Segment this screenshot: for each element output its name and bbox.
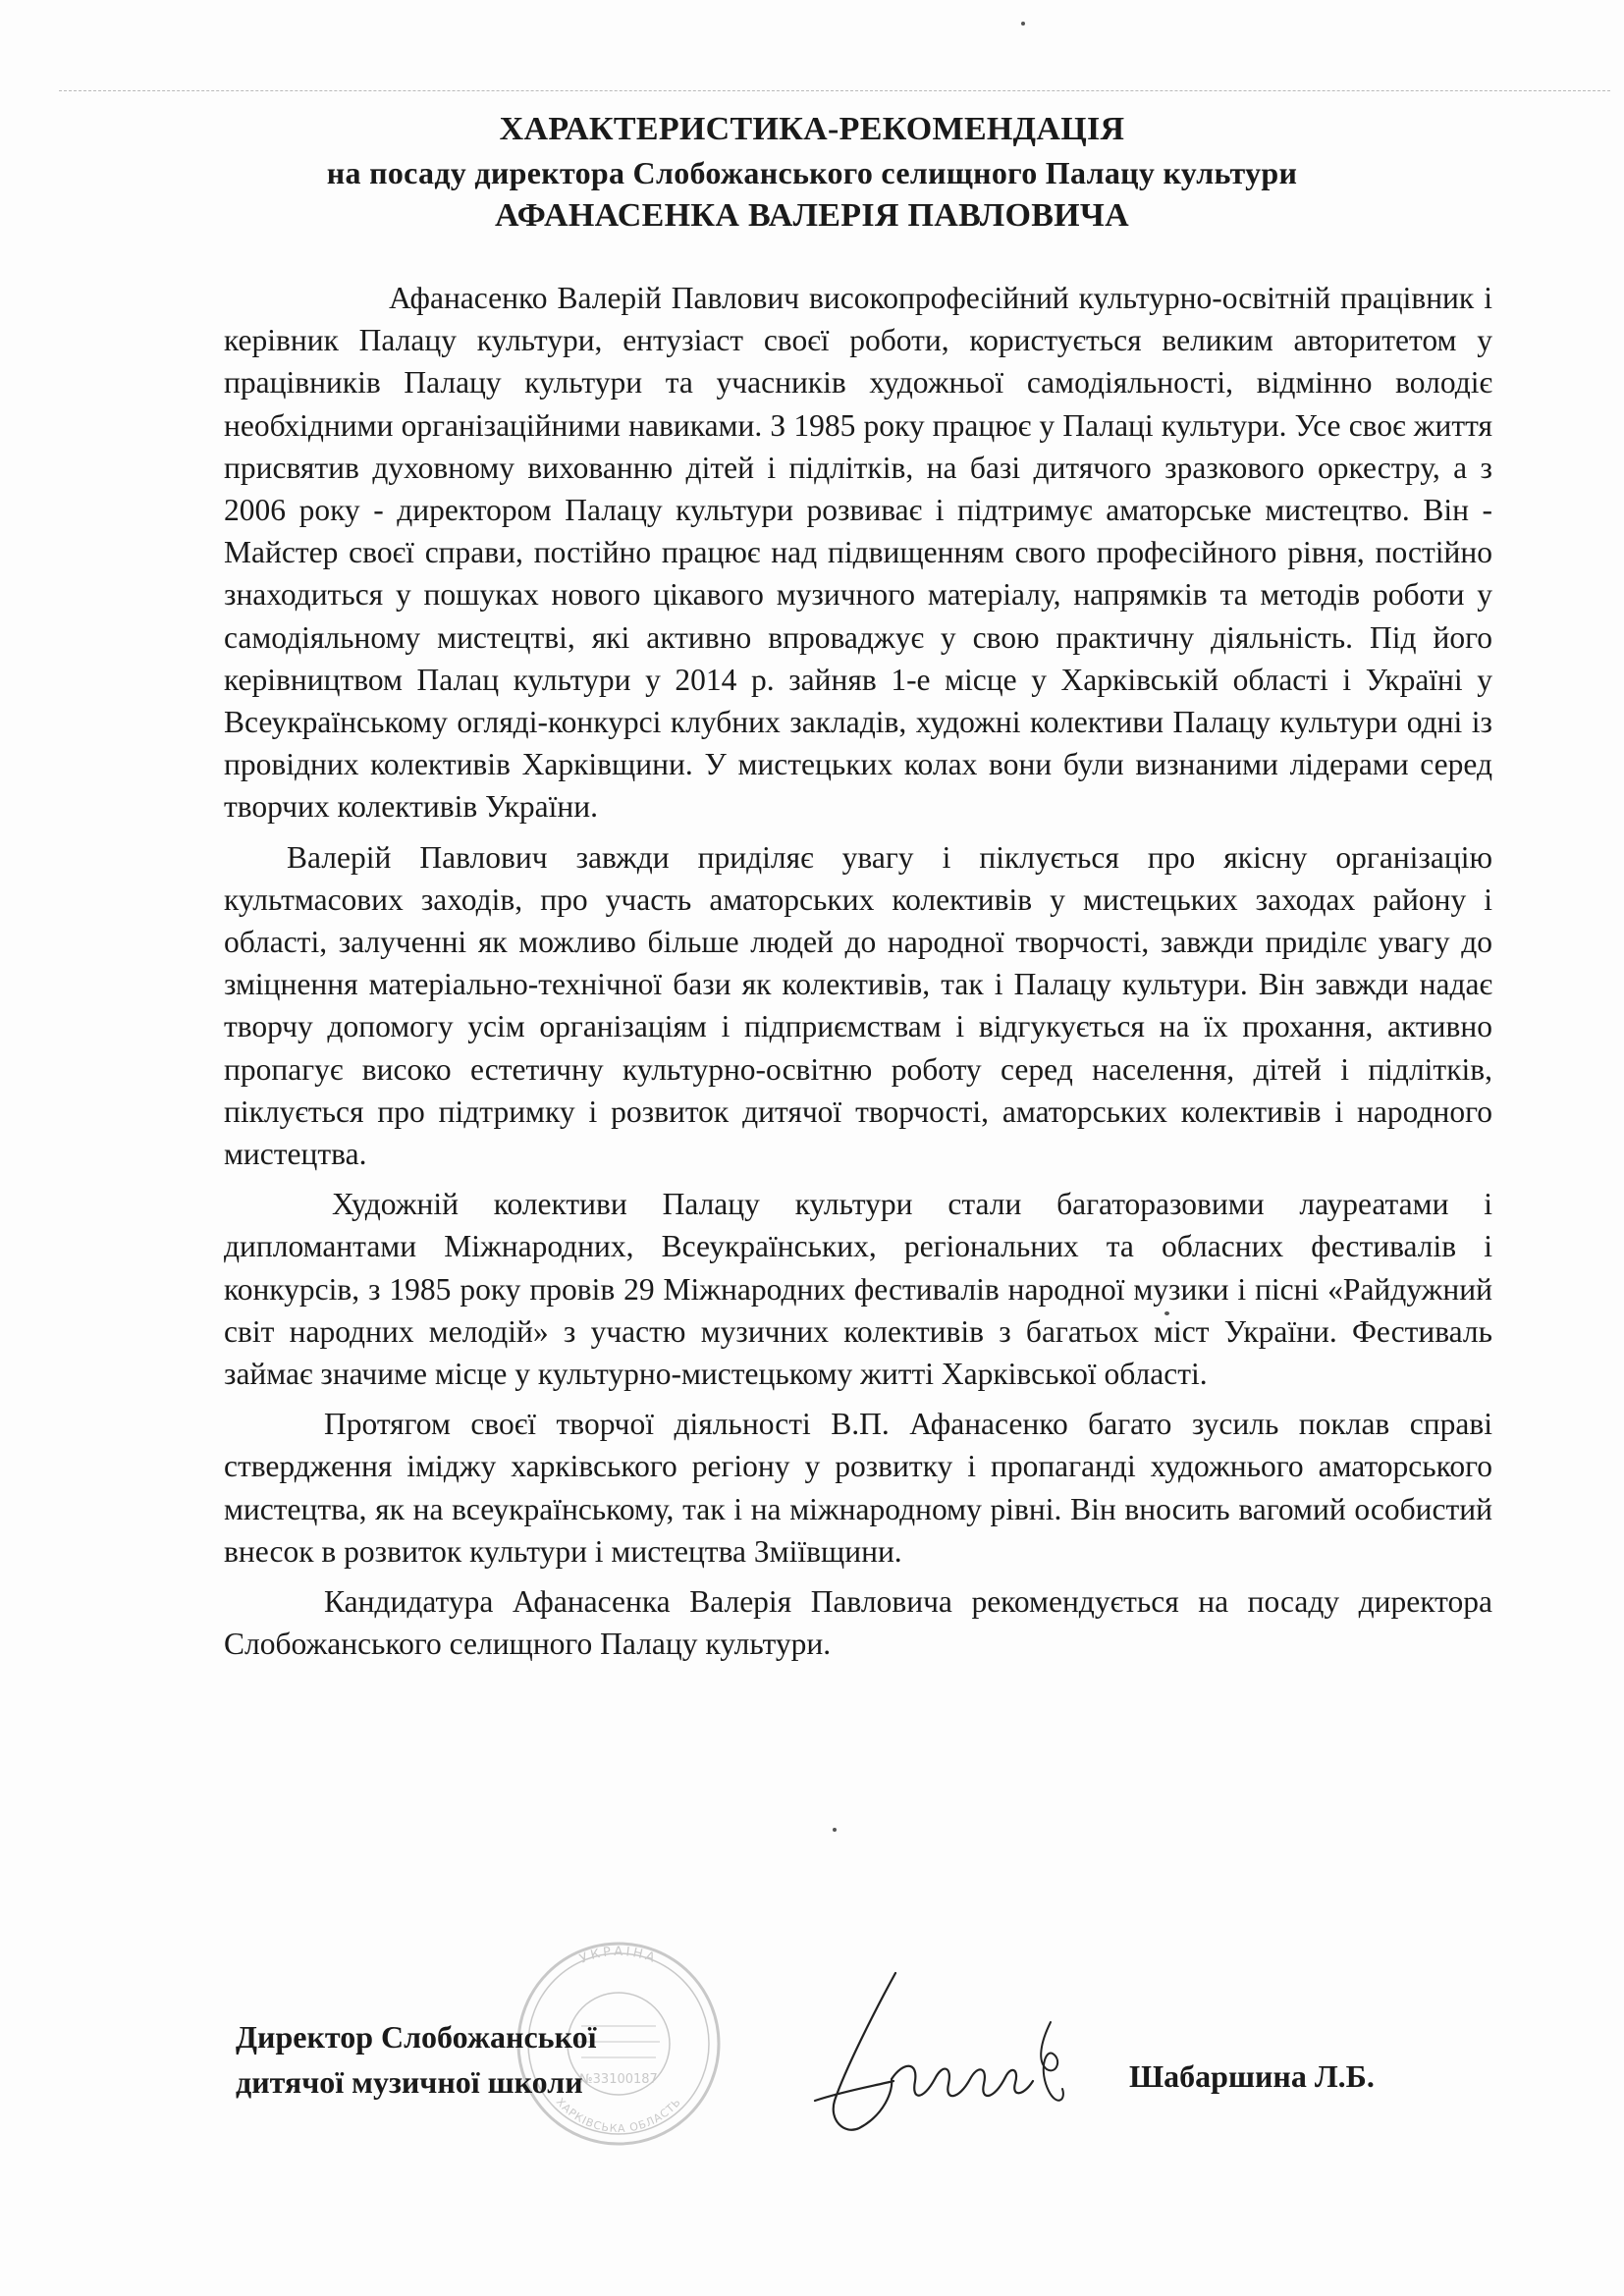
scan-edge-line (59, 90, 1610, 91)
document-subtitle: на посаду директора Слобожанського селищного Палацу культури (326, 155, 1298, 190)
document-title: ХАРАКТЕРИСТИКА-РЕКОМЕНДАЦІЯ (499, 111, 1125, 147)
signatory-position-line1: Директор Слобожанської (236, 2019, 597, 2055)
document-header (0, 108, 1624, 238)
handwritten-signature (805, 1953, 1110, 2160)
paragraph: Афанасенко Валерій Павлович високопрофесійний культурно-освітній працівник і керівник Палацу культури, ентузіаст своєї роботи, користується великим авторитетом у працівників Палацу культури та учасників художньої самодіяльності, відмінно володіє необхідними організаційними навиками. З 1985 року працює у Палаці культури. Усе своє життя присвятив духовному вихованню дітей і підлітків, на базі дитячого зразкового оркестру, а з 2006 року - директором Палацу культури розвиває і підтримує аматорське мистецтво. Він - Майстер своєї справи, постійно працює над підвищенням свого професійного рівня, постійно знаходиться у пошуках нового цікавого музичного матеріалу, напрямків та методів роботи у самодіяльному мистецтві, які активно впроваджує у свою практичну діяльність. Під його керівництвом Палац культури у 2014 р. зайняв 1-е місце у Харківській області і Україні у Всеукраїнському огляді-конкурсі клубних закладів, художні колективи Палацу культури одні із провідних колективів Харківщини. У мистецьких колах вони були визнаними лідерами серед творчих колективів України. (224, 281, 1492, 825)
paragraph: Кандидатура Афанасенка Валерія Павловича рекомендується на посаду директора Слобожанського селищного Палацу культури. (224, 1584, 1492, 1662)
paragraph: Валерій Павлович завжди приділяє увагу і піклується про якісну організацію культмасових заходів, про участь аматорських колективів у мистецьких заходах району і області, залученні як можливо більше людей до народної творчості, завжди приділє увагу до зміцнення матеріально-технічної бази як колективів, так і Палацу культури. Він завжди надає творчу допомогу усім організаціям і підприємствам і відгукується на їх прохання, активно пропагує високо естетичну культурно-освітню роботу серед населення, дітей і підлітків, піклується про підтримку і розвиток дитячої творчості, аматорських колективів і народного мистецтва. (224, 839, 1492, 1172)
stamp-text-mid: ХАРКІВСЬКА ОБЛАСТЬ (553, 2095, 684, 2136)
stamp-code: №33100187 (579, 2072, 658, 2087)
stamp-text-top: УКРАЇНА (577, 1944, 660, 1967)
signatory-position-line2: дитячої музичної школи (236, 2064, 583, 2100)
scan-speck (833, 1828, 837, 1832)
signatory-position (236, 2014, 597, 2105)
paragraph: Протягом своєї творчої діяльності В.П. Афанасенко багато зусиль поклав справі ствердження іміджу харківського регіону у розвитку і пропаганді художнього аматорського мистецтва, як на всеукраїнському, так і на міжнародному рівні. Він вносить вагомий особистий внесок в розвиток культури і мистецтва Зміївщини. (224, 1407, 1492, 1569)
scan-speck (1021, 22, 1025, 26)
signatory-name: Шабаршина Л.Б. (1129, 2058, 1375, 2094)
document-body (224, 277, 1492, 1674)
person-name: АФАНАСЕНКА ВАЛЕРІЯ ПАВЛОВИЧА (494, 197, 1130, 234)
paragraph: Художній колективи Палацу культури стали багаторазовими лауреатами і дипломантами Міжнародних, Всеукраїнських, регіональних та обласних фестивалів і конкурсів, з 1985 року провів 29 Міжнародних фестивалів народної музики і пісні «Райдужний світ народних мелодій» з участю музичних колективів з багатьох міст України. Фестиваль займає значиме місце у культурно-мистецькому житті Харківської області. (224, 1187, 1492, 1392)
